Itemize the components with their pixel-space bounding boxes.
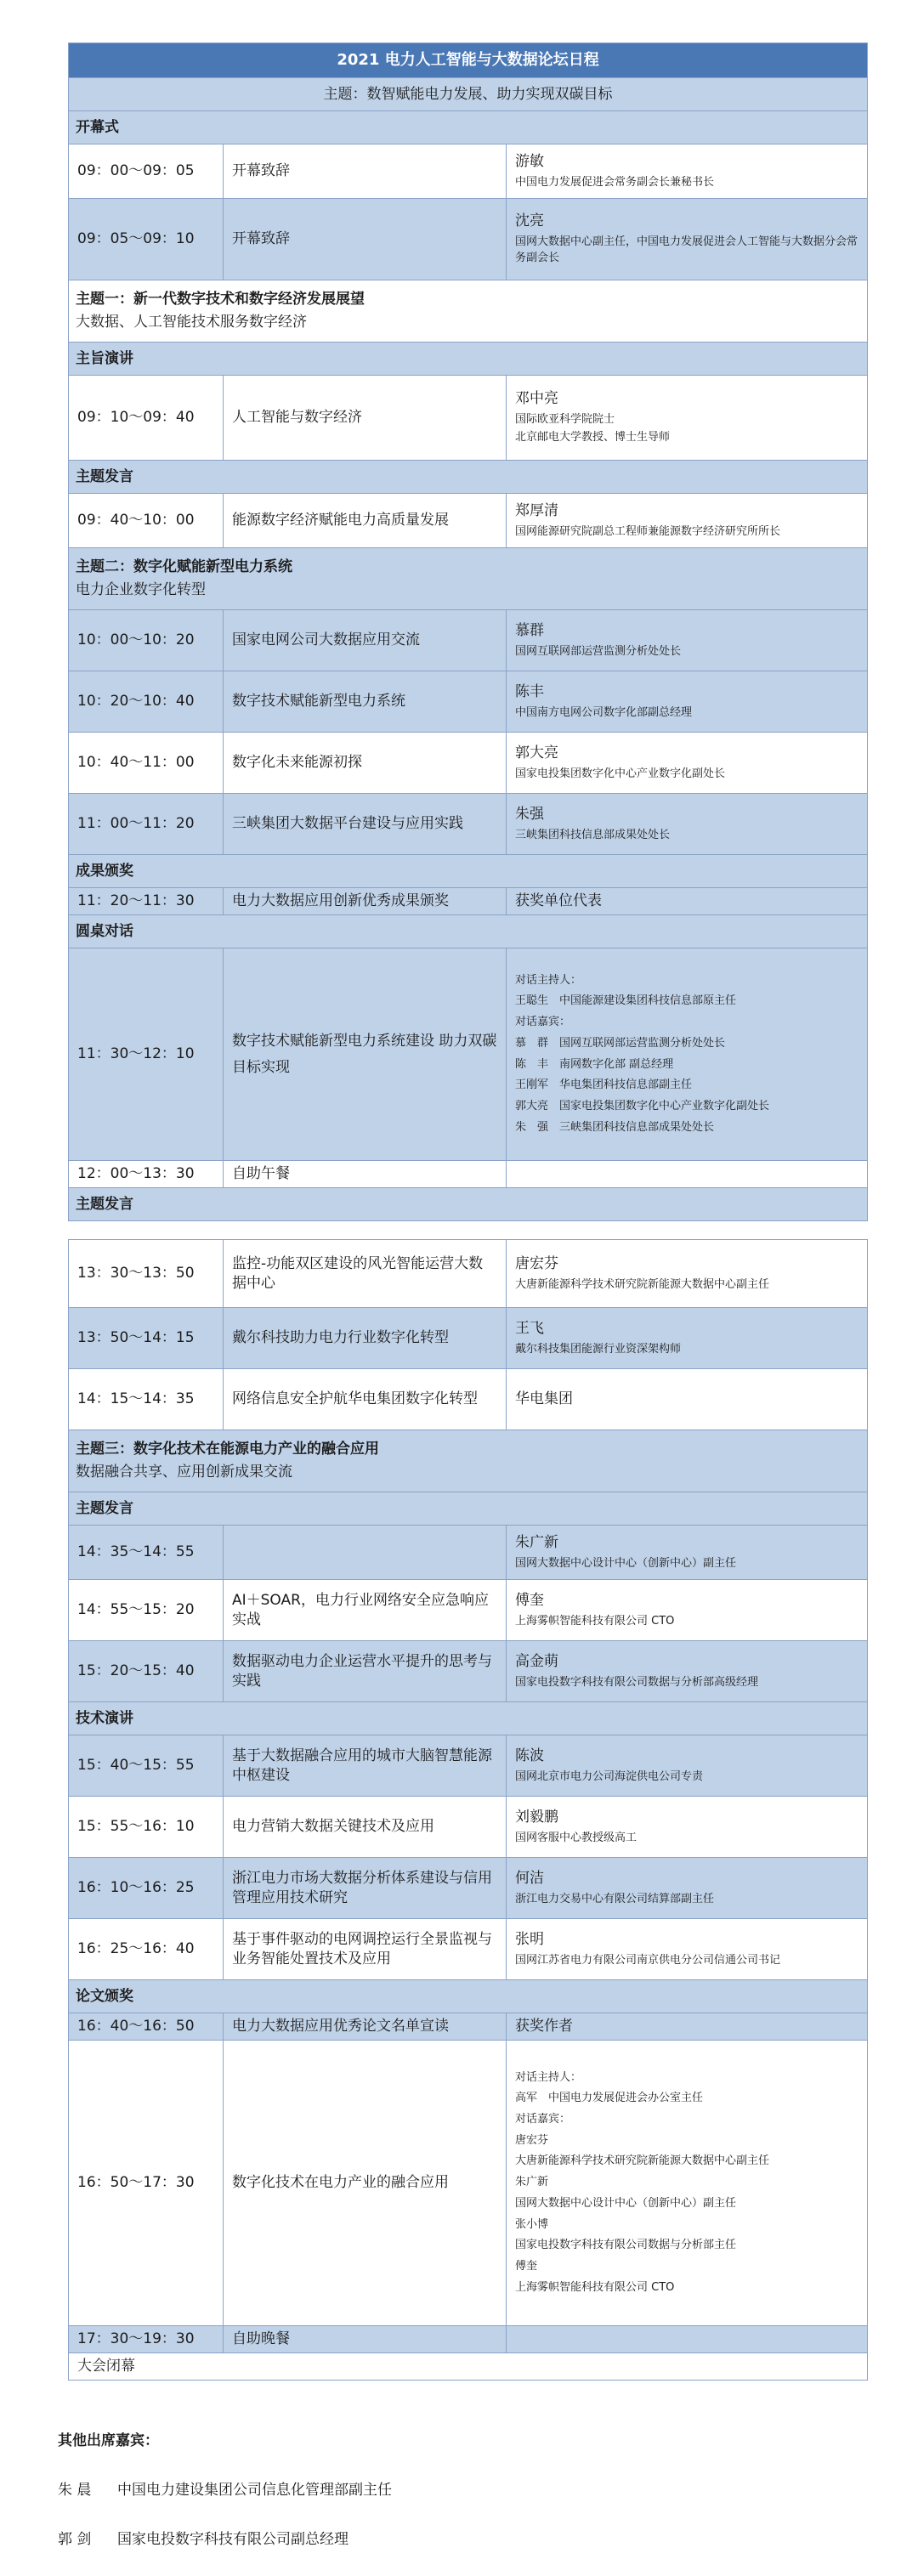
schedule-row: 14：35～14：55 朱广新 国网大数据中心设计中心（创新中心）副主任 [69,1526,868,1580]
schedule-row: 10：40～11：00 数字化未来能源初探 郭大亮 国家电投集团数字化中心产业数字化副处长 [69,733,868,794]
speaker-cell: 刘毅鹏 国网客服中心教授级高工 [507,1797,868,1858]
schedule-row: 09：40～10：00 能源数字经济赋能电力高质量发展 郑厚清 国网能源研究院副总工程师兼能源数字经济研究所所长 [69,494,868,548]
dialog-guests: 对话主持人： 高军 中国电力发展促进会办公室主任 对话嘉宾： 唐宏芬 大唐新能源科学技术研究院新能源大数据中心副主任 朱广新 国网大数据中心设计中心（创新中心）副主任 张小博 国家电投数字科技有限公司数据与分析部主任 傅奎 上海雾帜智能科技有限公司 CTO [507,2041,868,2326]
guest-item: 郭 剑 国家电投数字科技有限公司副总经理 [58,2531,348,2548]
section-header-speech-2: 主题发言 [69,1188,868,1221]
dinner-row: 17：30～19：30 自助晚餐 [69,2326,868,2353]
speaker-cell: 郭大亮 国家电投集团数字化中心产业数字化副处长 [507,733,868,794]
speaker-cell: 何洁 浙江电力交易中心有限公司结算部副主任 [507,1858,868,1919]
speaker-cell: 沈亮 国网大数据中心副主任，中国电力发展促进会人工智能与大数据分会常务副会长 [507,199,868,280]
schedule-title-row [69,43,868,78]
schedule-row: 13：50～14：15 戴尔科技助力电力行业数字化转型 王飞 戴尔科技集团能源行业资深架构师 [69,1308,868,1369]
schedule-row: 11：00～11：20 三峡集团大数据平台建设与应用实践 朱强 三峡集团科技信息部成果处处长 [69,794,868,855]
speaker-cell: 邓中亮 国际欧亚科学院院士 北京邮电大学教授、博士生导师 [507,376,868,461]
schedule-row: 09：10～09：40 人工智能与数字经济 邓中亮 国际欧亚科学院院士 北京邮电大学教授、博士生导师 [69,376,868,461]
other-guests [58,2428,857,2548]
speaker-cell: 王飞 戴尔科技集团能源行业资深架构师 [507,1308,868,1369]
theme-block-3: 主题三：数字化技术在能源电力产业的融合应用 数据融合共享、应用创新成果交流 [69,1430,868,1492]
roundtable-guests: 对话主持人： 王聪生 中国能源建设集团科技信息部原主任 对话嘉宾： 慕 群 国网互联网部运营监测分析处处长 陈 丰 南网数字化部 副总经理 王刚军 华电集团科技信息部副主任 郭大亮 国家电投集团数字化中心产业数字化副处长 朱 强 三峡集团科技信息部成果处处长 [507,948,868,1161]
section-header-speech: 主题发言 [69,461,868,494]
section-header-awards: 成果颁奖 [69,855,868,888]
lunch-row: 12：00～13：30 自助午餐 [69,1161,868,1188]
schedule-row: 09：00～09：05 开幕致辞 游敏 中国电力发展促进会常务副会长兼秘书长 [69,144,868,199]
schedule-row: 15：55～16：10 电力营销大数据关键技术及应用 刘毅鹏 国网客服中心教授级高工 [69,1797,868,1858]
other-guests-title: 其他出席嘉宾： [58,2432,159,2449]
schedule-title: 2021 电力人工智能与大数据论坛日程 [69,43,868,78]
schedule-row: 16：40～16：50 电力大数据应用优秀论文名单宣读 获奖作者 [69,2013,868,2041]
speaker-cell: 朱强 三峡集团科技信息部成果处处长 [507,794,868,855]
closing-row: 大会闭幕 [69,2353,868,2381]
schedule-row: 09：05～09：10 开幕致辞 沈亮 国网大数据中心副主任，中国电力发展促进会人工智能与大数据分会常务副会长 [69,199,868,280]
schedule-row: 15：40～15：55 基于大数据融合应用的城市大脑智慧能源中枢建设 陈波 国网北京市电力公司海淀供电公司专责 [69,1735,868,1797]
speaker-cell: 郑厚清 国网能源研究院副总工程师兼能源数字经济研究所所长 [507,494,868,548]
schedule-row: 10：00～10：20 国家电网公司大数据应用交流 慕群 国网互联网部运营监测分析处处长 [69,610,868,671]
schedule-row: 13：30～13：50 监控-功能双区建设的风光智能运营大数据中心 唐宏芬 大唐新能源科学技术研究院新能源大数据中心副主任 [69,1240,868,1308]
schedule-row: 15：20～15：40 数据驱动电力企业运营水平提升的思考与实践 高金萌 国家电投数字科技有限公司数据与分析部高级经理 [69,1641,868,1702]
section-header-tech: 技术演讲 [69,1702,868,1735]
section-header-paper: 论文颁奖 [69,1980,868,2013]
speaker-cell: 陈丰 中国南方电网公司数字化部副总经理 [507,671,868,733]
speaker-cell: 张明 国网江苏省电力有限公司南京供电分公司信通公司书记 [507,1919,868,1980]
schedule-row: 16：10～16：25 浙江电力市场大数据分析体系建设与信用管理应用技术研究 何洁 浙江电力交易中心有限公司结算部副主任 [69,1858,868,1919]
speaker-cell: 唐宏芬 大唐新能源科学技术研究院新能源大数据中心副主任 [507,1240,868,1308]
speaker-cell: 高金萌 国家电投数字科技有限公司数据与分析部高级经理 [507,1641,868,1702]
schedule-table-part1 [68,42,868,1221]
theme-block-2: 主题二：数字化赋能新型电力系统 电力企业数字化转型 [69,548,868,610]
guest-item: 朱 晨 中国电力建设集团公司信息化管理部副主任 [58,2482,392,2499]
schedule-row: 11：20～11：30 电力大数据应用创新优秀成果颁奖 获奖单位代表 [69,888,868,915]
roundtable-row: 11：30～12：10 数字技术赋能新型电力系统建设 助力双碳目标实现 对话主持人： 王聪生 中国能源建设集团科技信息部原主任 对话嘉宾： 慕 群 国网互联网部运营监测分析处处长 陈 丰 南网数字化部 副总经理 王刚军 华电集团科技信息部副主任 郭大亮 国家电投集团数字化中心产业数字化副处长 朱 强 三峡集团科技信息部成果处处长 [69,948,868,1161]
section-header-keynote: 主旨演讲 [69,343,868,376]
section-header-opening: 开幕式 [69,111,868,144]
speaker-cell: 陈波 国网北京市电力公司海淀供电公司专责 [507,1735,868,1797]
speaker-cell: 游敏 中国电力发展促进会常务副会长兼秘书长 [507,144,868,199]
section-header-roundtable: 圆桌对话 [69,915,868,948]
schedule-theme-row [69,78,868,111]
schedule-row: 14：15～14：35 网络信息安全护航华电集团数字化转型 华电集团 [69,1369,868,1430]
schedule-row: 16：25～16：40 基于事件驱动的电网调控运行全景监视与业务智能处置技术及应用 张明 国网江苏省电力有限公司南京供电分公司信通公司书记 [69,1919,868,1980]
speaker-cell: 傅奎 上海雾帜智能科技有限公司 CTO [507,1580,868,1641]
schedule-table-part2 [68,1239,868,2381]
speaker-cell: 慕群 国网互联网部运营监测分析处处长 [507,610,868,671]
schedule-theme: 主题：数智赋能电力发展、助力实现双碳目标 [69,78,868,111]
schedule-row: 14：55～15：20 AI＋SOAR，电力行业网络安全应急响应实战 傅奎 上海雾帜智能科技有限公司 CTO [69,1580,868,1641]
schedule-row: 10：20～10：40 数字技术赋能新型电力系统 陈丰 中国南方电网公司数字化部副总经理 [69,671,868,733]
dialog-row: 16：50～17：30 数字化技术在电力产业的融合应用 对话主持人： 高军 中国电力发展促进会办公室主任 对话嘉宾： 唐宏芬 大唐新能源科学技术研究院新能源大数据中心副主任 朱广新 国网大数据中心设计中心（创新中心）副主任 张小博 国家电投数字科技有限公司数据与分析部主任 傅奎 上海雾帜智能科技有限公司 CTO [69,2041,868,2326]
speaker-cell: 朱广新 国网大数据中心设计中心（创新中心）副主任 [507,1526,868,1580]
theme-block-1: 主题一：新一代数字技术和数字经济发展展望 大数据、人工智能技术服务数字经济 [69,280,868,343]
section-header-speech-3: 主题发言 [69,1492,868,1526]
